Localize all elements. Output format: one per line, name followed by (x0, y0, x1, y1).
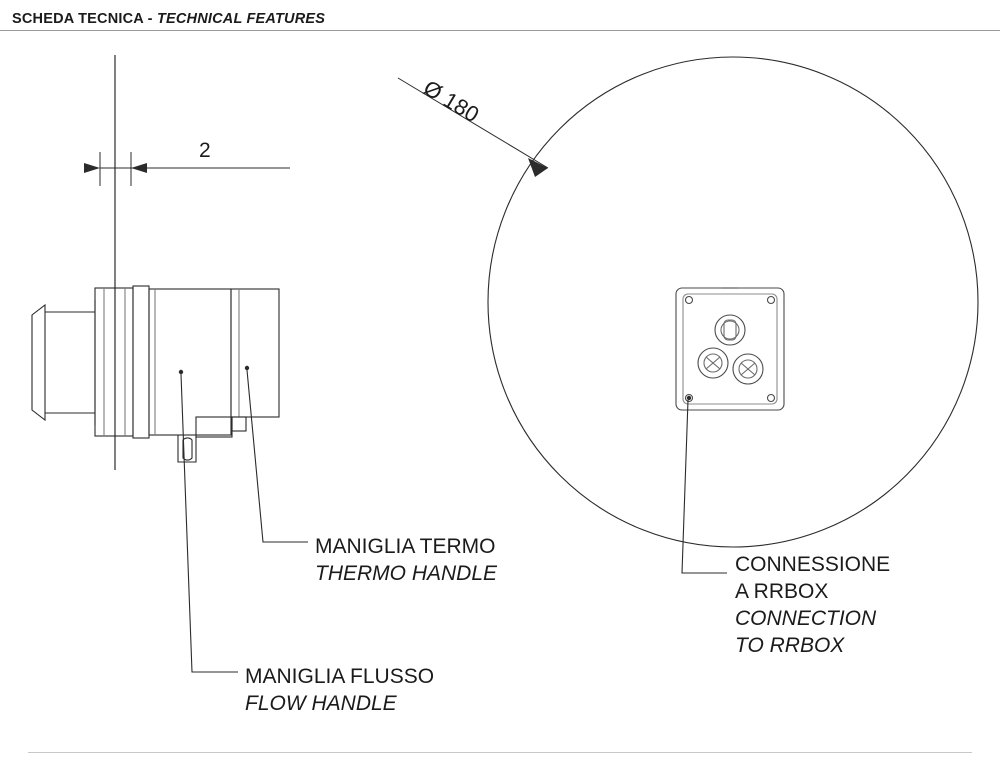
leader-dot-rrbox (687, 396, 691, 400)
callout-rrbox-italian-line2: A RRBOX (735, 580, 829, 603)
rrbox-screw-tl (686, 297, 693, 304)
rrbox-port-left-outer (698, 348, 728, 378)
callout-thermo-handle-english: THERMO HANDLE (315, 562, 498, 585)
callout-thermo-handle-italian: MANIGLIA TERMO (315, 535, 496, 558)
rrbox-body-plate (676, 288, 784, 410)
rrbox-port-top-outer (715, 315, 745, 345)
flow-handle-lever (178, 435, 196, 462)
thermo-handle-cap (231, 289, 279, 417)
footer-divider (28, 752, 972, 753)
leader-line-rrbox (682, 400, 727, 573)
rrbox-port-left-slot-1 (706, 357, 720, 369)
callout-flow-handle-english: FLOW HANDLE (245, 692, 397, 715)
rrbox-screw-br (768, 395, 775, 402)
leader-line-flow-handle (181, 374, 238, 672)
callout-thermo-handle (315, 533, 497, 587)
rrbox-port-top-inner (721, 321, 739, 339)
page-title-english: TECHNICAL FEATURES (156, 11, 326, 27)
escutcheon-ring (133, 286, 149, 438)
dimension-arrow-right (131, 163, 147, 173)
diameter-leader-arrow (528, 158, 548, 177)
dimension-arrow-left (84, 163, 100, 173)
rrbox-port-left-slot-2 (706, 357, 720, 369)
dimension-value-wall-thickness: 2 (199, 139, 211, 162)
callout-rrbox-english-line1: CONNECTION (735, 607, 877, 630)
header-divider (0, 30, 1000, 31)
callout-flow-handle (245, 663, 434, 717)
rear-collar (32, 305, 45, 420)
rrbox-screw-tr (768, 297, 775, 304)
rrbox-port-top-core (724, 320, 736, 340)
round-escutcheon-circle (488, 57, 978, 547)
callout-rrbox-italian-line1: CONNESSIONE (735, 553, 891, 576)
leader-dot-flow-handle (179, 370, 183, 374)
page-title (12, 11, 335, 27)
leader-line-thermo-handle (247, 370, 308, 542)
dimension-value-diameter: Ø 180 (419, 75, 484, 128)
rrbox-port-right-outer (733, 354, 763, 384)
page-title-separator: - (147, 11, 153, 27)
rrbox-port-right-slot-1 (741, 363, 755, 375)
rrbox-screw-bl (686, 395, 693, 402)
flow-handle-grip (183, 438, 192, 460)
page-title-italian: SCHEDA TECNICA (12, 11, 144, 27)
rrbox-port-right-inner (739, 360, 757, 378)
leader-dot-thermo-handle (245, 366, 249, 370)
callout-rrbox-english-line2: TO RRBOX (735, 634, 845, 657)
rrbox-port-right-slot-2 (741, 363, 755, 375)
callout-rrbox-connection (735, 551, 890, 659)
rrbox-body-plate-inner (683, 294, 777, 404)
rrbox-port-left-inner (704, 354, 722, 372)
callout-flow-handle-italian: MANIGLIA FLUSSO (245, 665, 435, 688)
wall-plate-block (95, 288, 133, 436)
thermo-handle-stub (232, 417, 246, 431)
main-body-cylinder (149, 289, 231, 435)
flow-handle-base (196, 417, 232, 437)
